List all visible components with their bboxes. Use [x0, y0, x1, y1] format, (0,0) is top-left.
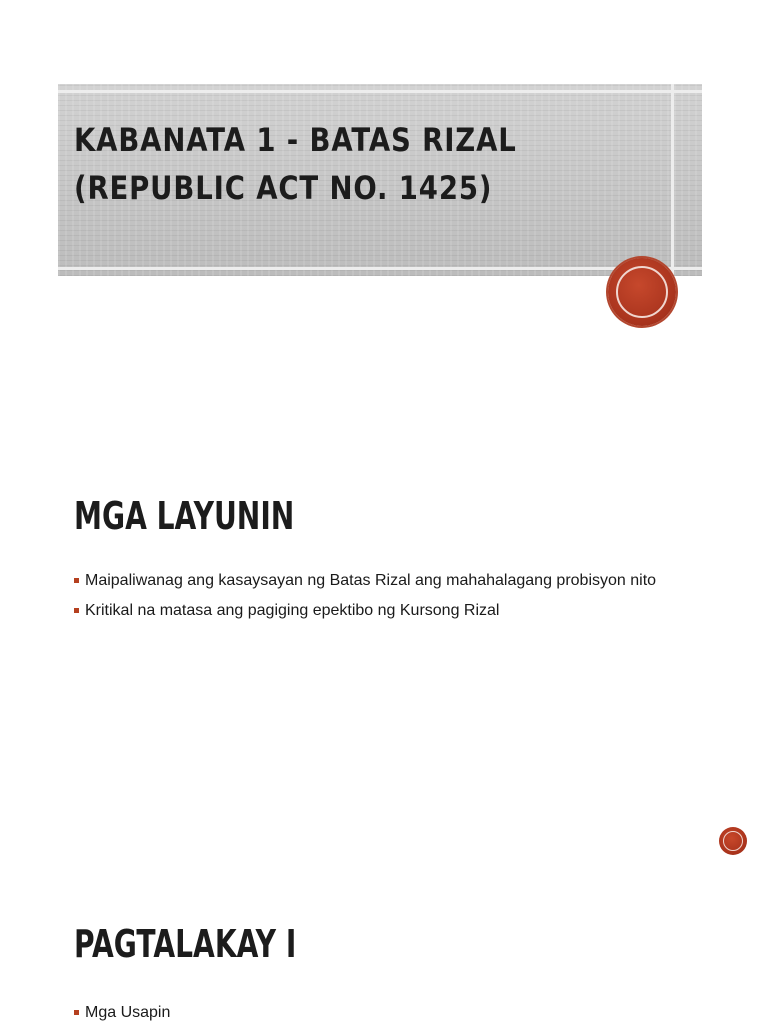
list-item [74, 1003, 674, 1023]
bullet-list [74, 1003, 674, 1033]
section-heading: PAGTALAKAY I [74, 922, 297, 966]
slide-title-text [74, 116, 517, 212]
list-item [74, 571, 674, 591]
bullet-list [74, 571, 674, 631]
bullet-square-icon [74, 1010, 79, 1015]
title-banner [58, 84, 702, 276]
circle-ring [616, 266, 668, 318]
slide-discussion [0, 800, 768, 1024]
decorative-circle-icon [608, 258, 676, 326]
bullet-square-icon [74, 578, 79, 583]
banner-stripe-right [671, 84, 674, 276]
slide-objectives [0, 400, 768, 800]
title-line-1: KABANATA 1 - BATAS RIZAL [74, 121, 517, 159]
section-heading: MGA LAYUNIN [74, 494, 295, 538]
bullet-square-icon [74, 608, 79, 613]
bullet-text: Mga Usapin [85, 1004, 171, 1021]
slide-title [0, 0, 768, 400]
banner-stripe-bottom [58, 267, 702, 270]
list-item [74, 601, 674, 621]
bullet-text: Kritikal na matasa ang pagiging epektibo ng Kursong Rizal [85, 602, 500, 619]
bullet-text: Maipaliwanag ang kasaysayan ng Batas Rizal ang mahahalagang probisyon nito [85, 572, 657, 589]
banner-stripe-top [58, 90, 702, 93]
title-line-2: (REPUBLIC ACT NO. 1425) [74, 169, 493, 207]
